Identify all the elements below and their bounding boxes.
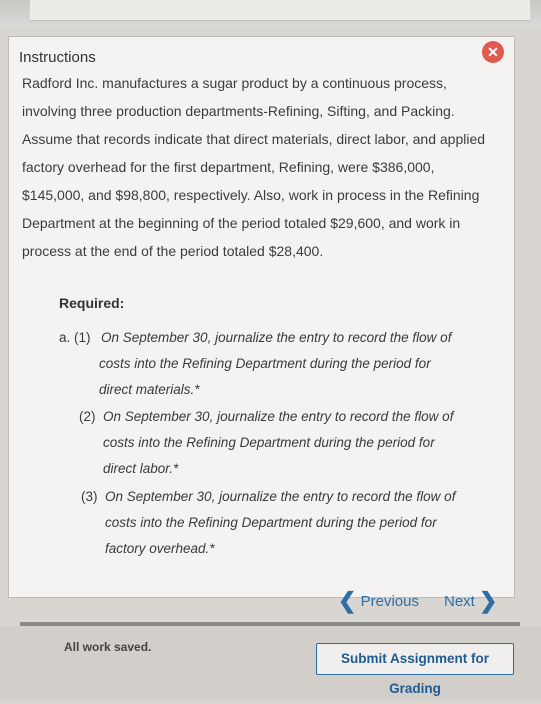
item-line: factory overhead.*	[105, 541, 215, 556]
required-item-a1	[59, 325, 499, 403]
close-icon[interactable]: ✕	[482, 41, 504, 63]
intro-line: factory overhead for the first department, Refining, were $386,000,	[22, 159, 435, 175]
intro-line: involving three production departments-Refining, Sifting, and Packing.	[22, 103, 455, 119]
item-line: direct labor.*	[103, 461, 179, 476]
previous-label: Previous	[360, 593, 419, 610]
item-line: costs into the Refining Department during the period for	[99, 356, 431, 371]
previous-button[interactable]	[338, 586, 419, 612]
top-tab-strip	[30, 0, 530, 21]
item-line: costs into the Refining Department during the period for	[105, 515, 437, 530]
intro-line: Department at the beginning of the period totaled $29,600, and work in	[22, 215, 461, 231]
panel-title: Instructions	[19, 49, 96, 66]
item-line: On September 30, journalize the entry to record the flow of	[105, 489, 456, 504]
required-heading: Required:	[59, 295, 125, 311]
item-number: (2)	[79, 409, 96, 424]
intro-line: $145,000, and $98,800, respectively. Also, work in process in the Refining	[22, 187, 480, 203]
item-line: direct materials.*	[99, 382, 200, 397]
item-line: On September 30, journalize the entry to record the flow of	[103, 409, 454, 424]
item-line: costs into the Refining Department during the period for	[103, 435, 435, 450]
item-number: a. (1)	[59, 330, 91, 345]
intro-line: Assume that records indicate that direct materials, direct labor, and applied	[22, 131, 486, 147]
item-line: On September 30, journalize the entry to record the flow of	[101, 330, 452, 345]
intro-line: process at the end of the period totaled $28,400.	[22, 243, 324, 259]
instructions-panel	[8, 36, 515, 598]
item-number: (3)	[81, 489, 98, 504]
required-item-a2	[79, 404, 499, 482]
chevron-right-icon: ❯	[479, 588, 498, 613]
intro-line: Radford Inc. manufactures a sugar product by a continuous process,	[22, 75, 447, 91]
required-item-a3	[81, 484, 501, 562]
submit-assignment-button[interactable]: Submit Assignment for Grading	[316, 643, 514, 675]
save-status: All work saved.	[64, 640, 152, 654]
next-button[interactable]	[444, 586, 497, 612]
next-label: Next	[444, 593, 475, 610]
chevron-left-icon: ❮	[338, 588, 357, 613]
intro-text	[22, 69, 492, 265]
